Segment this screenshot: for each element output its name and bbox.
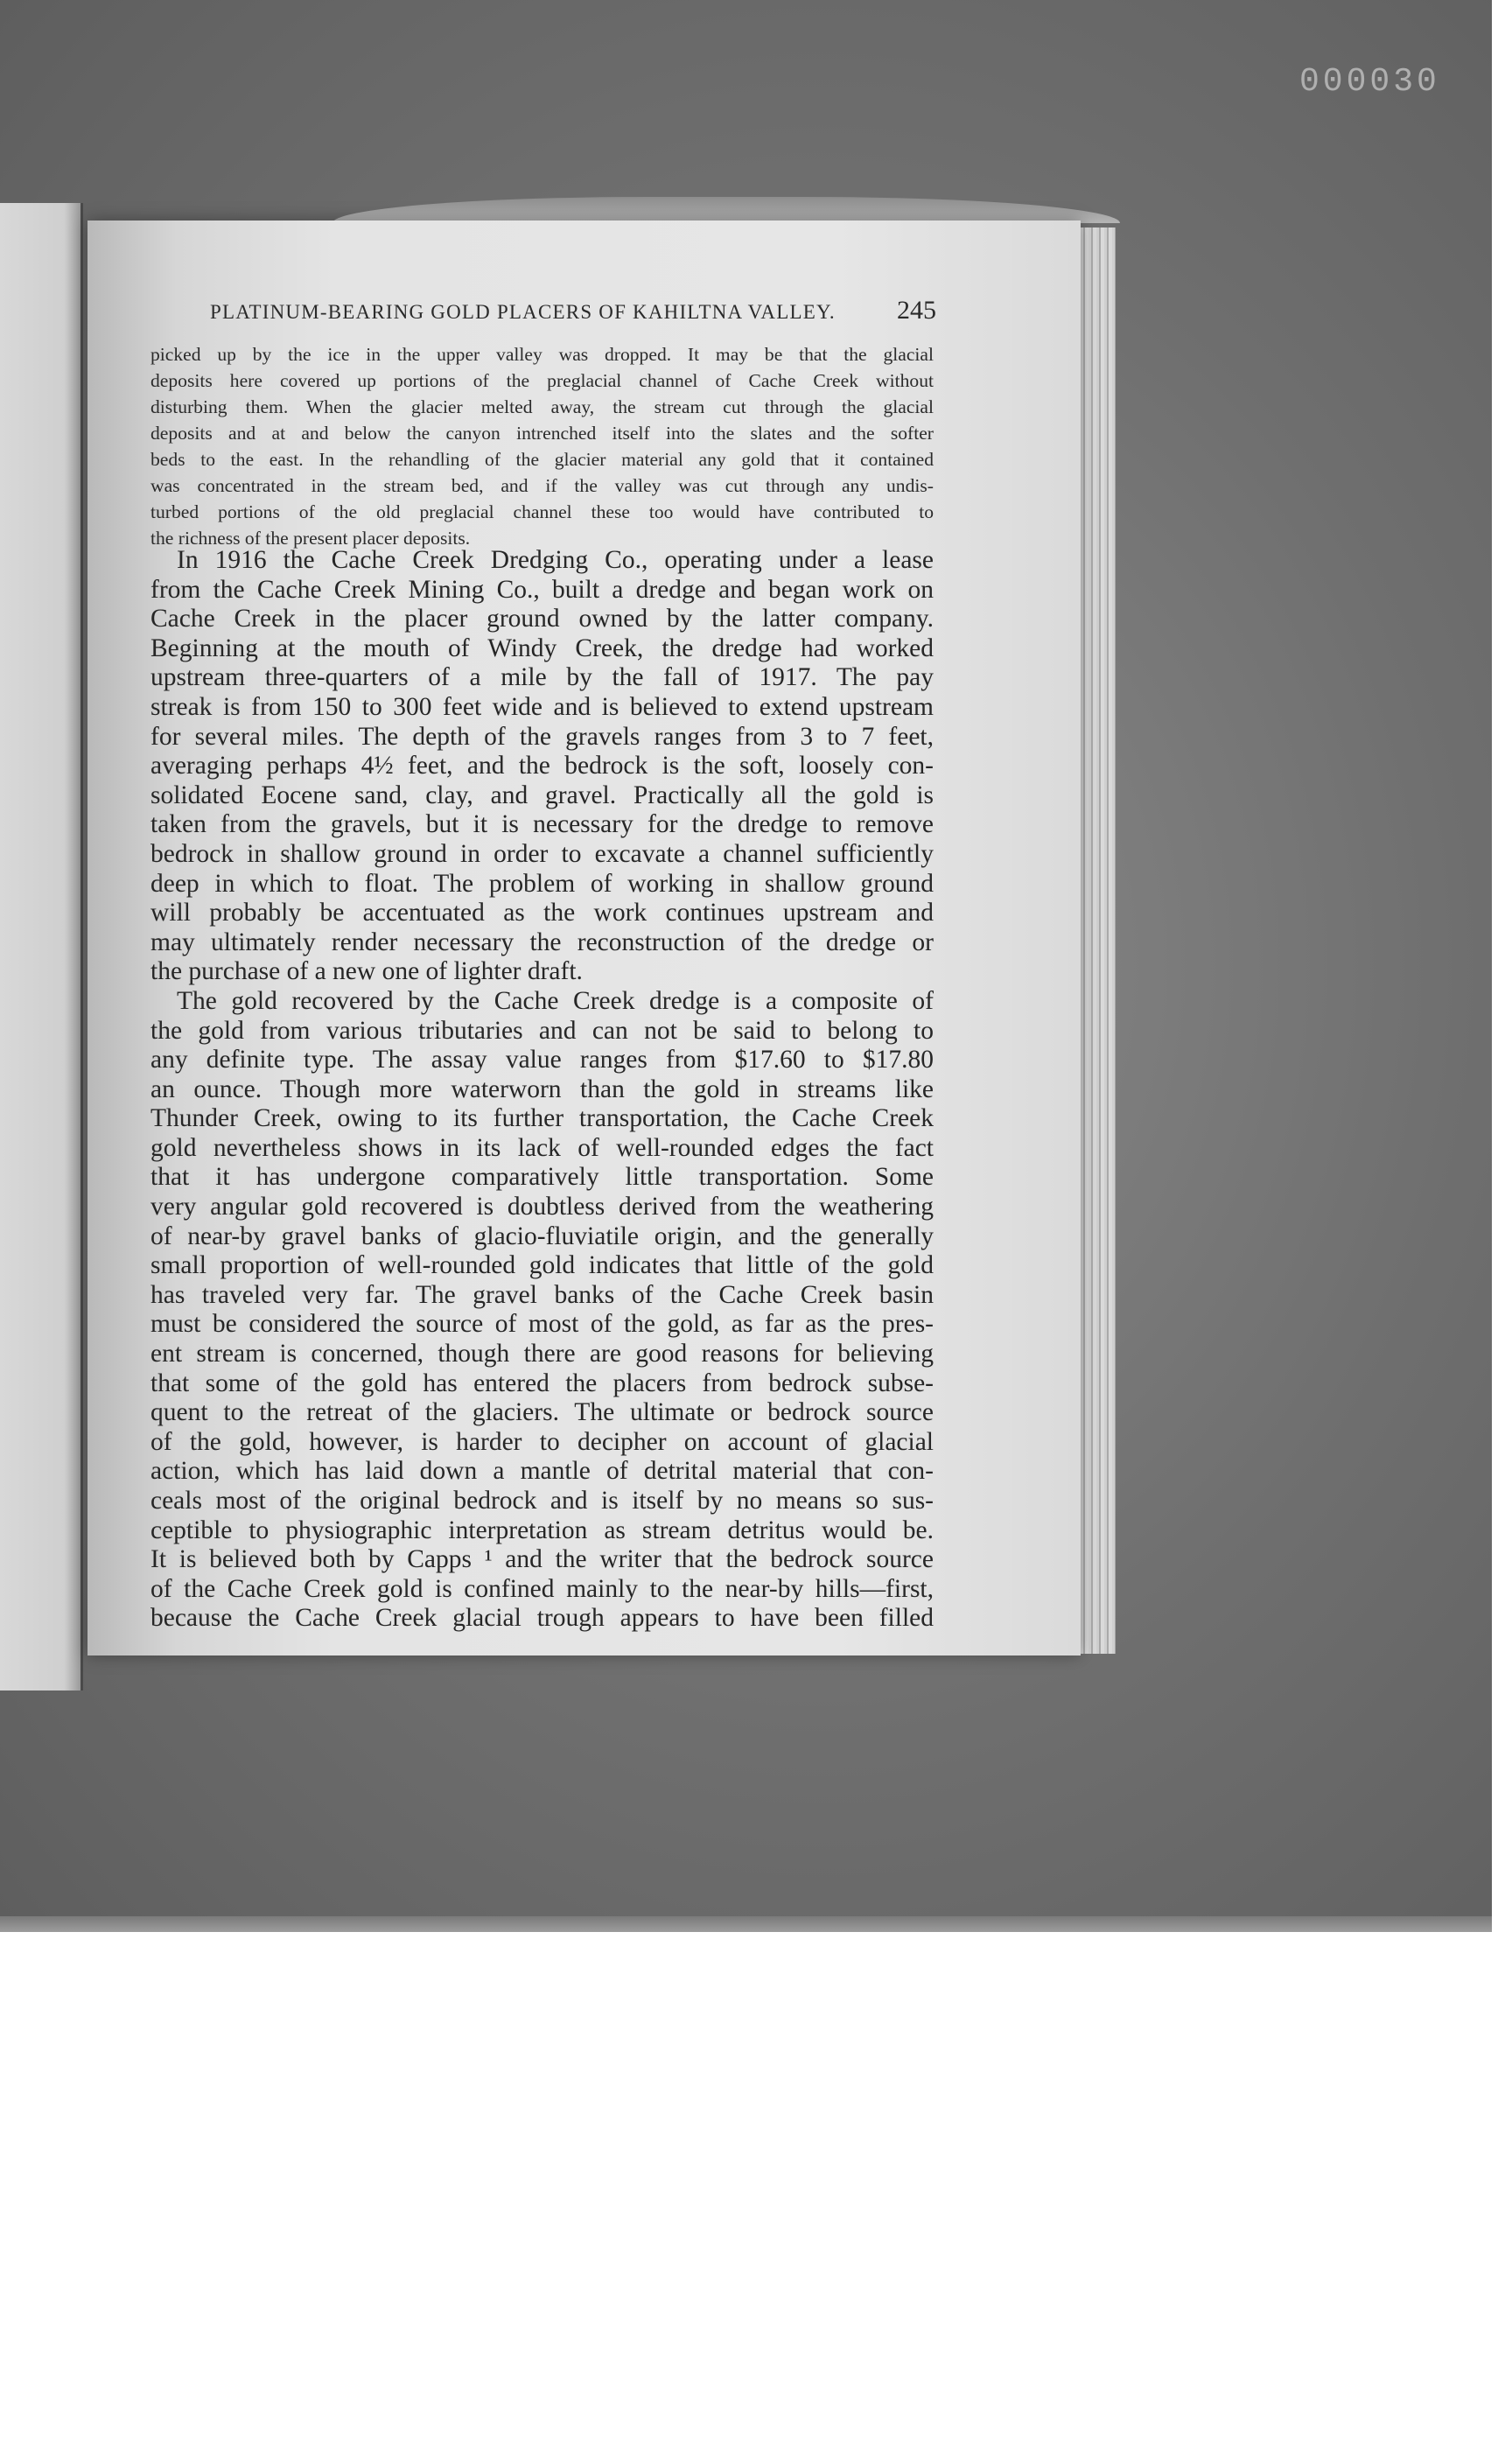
text-line: action, which has laid down a mantle of detrital material that con- (150, 1457, 934, 1486)
text-line: the richness of the present placer deposits. (150, 528, 471, 549)
text-line: picked up by the ice in the upper valley was dropped. It may be that the glacial (150, 344, 934, 365)
text-line: Beginning at the mouth of Windy Creek, the dredge had worked (150, 634, 934, 662)
text-line: The gold recovered by the Cache Creek dredge is a composite of (177, 986, 934, 1015)
text-line: the gold from various tributaries and can not be said to belong to (150, 1016, 934, 1045)
scan-bottom-edge (0, 1916, 1492, 1932)
text-line: Cache Creek in the placer ground owned by the latter company. (150, 605, 934, 634)
text-line: upstream three-quarters of a mile by the fall of 1917. The pay (150, 663, 934, 692)
text-line: very angular gold recovered is doubtless derived from the weathering (150, 1193, 934, 1222)
text-line: ceptible to physiographic interpretation as stream detritus would be. (150, 1516, 934, 1544)
text-line: deep in which to float. The problem of working in shallow ground (150, 869, 934, 898)
text-line: from the Cache Creek Mining Co., built a dredge and began work on (150, 575, 934, 604)
text-line: the purchase of a new one of lighter draft. (150, 957, 583, 986)
text-line: gold nevertheless shows in its lack of well-rounded edges the fact (150, 1133, 934, 1162)
text-line: was concentrated in the stream bed, and if the valley was cut through any undis- (150, 475, 934, 496)
text-line: ent stream is concerned, though there are good reasons for believing (150, 1340, 934, 1368)
text-line: an ounce. Though more waterworn than the gold in streams like (150, 1074, 934, 1103)
text-line: must be considered the source of most of the gold, as far as the pres- (150, 1310, 934, 1339)
text-line: small proportion of well-rounded gold indicates that little of the gold (150, 1251, 934, 1280)
text-line: of the Cache Creek gold is confined mainly to the near-by hills—first, (150, 1574, 934, 1603)
text-line: bedrock in shallow ground in order to excavate a channel sufficiently (150, 839, 934, 868)
paragraph-dredging (150, 546, 934, 987)
running-head: PLATINUM-BEARING GOLD PLACERS OF KAHILTNA VALLEY. (210, 301, 836, 323)
paragraph-gold-source (150, 987, 934, 1634)
text-line: Thunder Creek, owing to its further transportation, the Cache Creek (150, 1104, 934, 1133)
text-line: that it has undergone comparatively little transportation. Some (150, 1163, 934, 1192)
body-text (150, 546, 934, 1634)
text-line: averaging perhaps 4½ feet, and the bedrock is the soft, loosely con- (150, 752, 934, 780)
text-line: deposits and at and below the canyon intrenched itself into the slates and the softer (150, 423, 934, 444)
archive-stamp-number: 000030 (1299, 63, 1440, 101)
text-line: of the gold, however, is harder to decipher on account of glacial (150, 1427, 934, 1456)
text-line: has traveled very far. The gravel banks of the Cache Creek basin (150, 1280, 934, 1309)
text-line: that some of the gold has entered the placers from bedrock subse- (150, 1368, 934, 1397)
continued-paragraph (150, 341, 934, 551)
text-line: In 1916 the Cache Creek Dredging Co., operating under a lease (177, 546, 934, 574)
text-line: quent to the retreat of the glaciers. The ultimate or bedrock source (150, 1398, 934, 1427)
text-line: disturbing them. When the glacier melted away, the stream cut through the glacial (150, 396, 934, 417)
text-line: taken from the gravels, but it is necessary for the dredge to remove (150, 810, 934, 839)
text-line: ceals most of the original bedrock and is itself by no means so sus- (150, 1487, 934, 1515)
text-line: because the Cache Creek glacial trough appears to have been filled (150, 1604, 934, 1633)
page-header (210, 296, 936, 326)
text-line: will probably be accentuated as the work continues upstream and (150, 899, 934, 928)
text-line: beds to the east. In the rehandling of the glacier material any gold that it contained (150, 449, 934, 470)
text-line: solidated Eocene sand, clay, and gravel. Practically all the gold is (150, 780, 934, 809)
text-line: turbed portions of the old preglacial channel these too would have contributed to (150, 501, 934, 522)
text-line: deposits here covered up portions of the preglacial channel of Cache Creek without (150, 370, 934, 391)
text-line: of near-by gravel banks of glacio-fluviatile origin, and the generally (150, 1222, 934, 1250)
text-line: any definite type. The assay value ranges from $17.60 to $17.80 (150, 1046, 934, 1074)
left-facing-page (0, 203, 83, 1690)
page-number: 245 (897, 296, 936, 325)
page-stack-edge (1081, 228, 1116, 1654)
text-line: for several miles. The depth of the gravels ranges from 3 to 7 feet, (150, 722, 934, 751)
text-line: It is believed both by Capps ¹ and the writer that the bedrock source (150, 1545, 934, 1574)
text-line: streak is from 150 to 300 feet wide and is believed to extend upstream (150, 692, 934, 721)
text-line: may ultimately render necessary the reconstruction of the dredge or (150, 928, 934, 956)
